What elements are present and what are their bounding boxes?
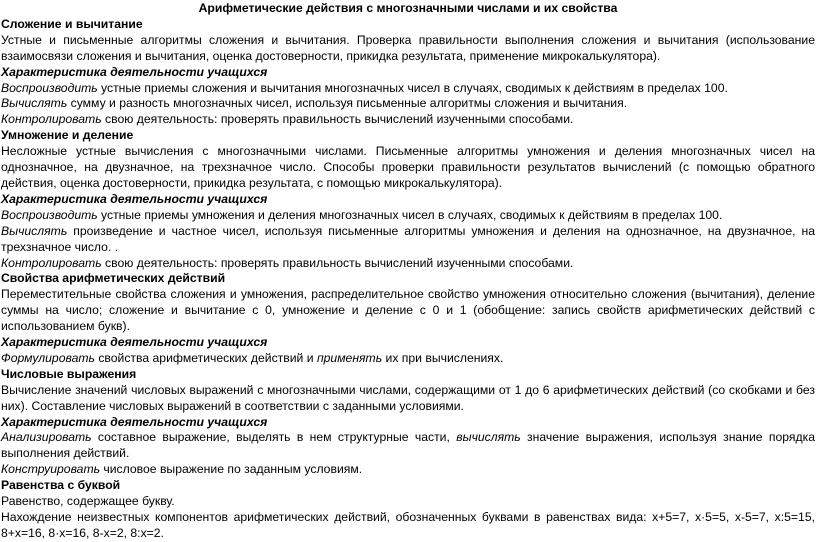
- activity-item: [1, 462, 815, 478]
- activity-text: свою деятельность: проверять правильность вычислений изученными способами.: [101, 255, 574, 270]
- activity-text: свойства арифметических действий и: [94, 350, 317, 365]
- activity-verb: Анализировать: [1, 430, 92, 445]
- activity-verb: Вычислять: [1, 96, 68, 111]
- activity-item: [1, 112, 815, 128]
- activity-text: сумму и разность многозначных чисел, используя письменные алгоритмы сложения и вычитания.: [67, 96, 628, 111]
- activity-text: устные приемы умножения и деления многозначных чисел в случаях, сводимых к действиям в пределах 100.: [97, 207, 723, 222]
- activity-verb: Воспроизводить: [1, 80, 98, 95]
- activity-text: составное выражение, выделять в нем структурные части,: [91, 430, 457, 445]
- activity-text: их при вычислениях.: [382, 350, 504, 365]
- activity-heading: Характеристика деятельности учащихся: [1, 191, 268, 206]
- section-desc-addition: Устные и письменные алгоритмы сложения и вычитания. Проверка правильности выполнения сложения и вычитания (использование взаимосвязи сложения и вычитания, оценка достоверности, прикидка результата, применение микрокалькулятора).: [1, 32, 815, 63]
- activity-heading: Характеристика деятельности учащихся: [1, 64, 268, 79]
- activity-item: [1, 224, 815, 256]
- section-heading-equalities: Равенства с буквой: [1, 478, 121, 493]
- activity-verb: Воспроизводить: [1, 207, 98, 222]
- activity-item: [1, 256, 815, 272]
- activity-verb: применять: [316, 350, 383, 365]
- section-heading-addition: Сложение и вычитание: [1, 16, 143, 31]
- section-line: Нахождение неизвестных компонентов арифметических действий, обозначенных буквами в равенствах вида: x+5=7, x·5=5, x-5=7, x:5=15, 8+x=16, 8·x=16, 8-x=2, 8:x=2.: [1, 510, 815, 540]
- activity-text: устные приемы сложения и вычитания многозначных чисел в случаях, сводимых к действиям в пределах 100.: [97, 80, 728, 95]
- document-title: Арифметические действия с многозначными числами и их свойства: [198, 1, 618, 15]
- section-heading-properties: Свойства арифметических действий: [1, 271, 226, 286]
- section-desc-properties: Переместительные свойства сложения и умножения, распределительное свойство умножения относительно сложения (вычитания), деление суммы на число; сложение и вычитание с 0, умножение и деление с 0 и 1 (обобщение: запись свойств арифметических действий с использованием букв).: [1, 287, 815, 334]
- section-desc-expressions: Вычисление значений числовых выражений с многозначными числами, содержащими от 1 до 6 арифметических действий (со скобками и без них). Составление числовых выражений в соответствии с заданными условиями.: [1, 382, 815, 413]
- section-heading-multiplication: Умножение и деление: [1, 128, 134, 143]
- activity-verb: Конструировать: [1, 462, 101, 477]
- activity-verb: вычислять: [456, 430, 521, 445]
- activity-text: произведение и частное чисел, используя письменные алгоритмы умножения и деления на однозначное, на двузначное, на трехзначное число. .: [1, 223, 815, 254]
- activity-verb: Формулировать: [1, 350, 95, 365]
- activity-item: [1, 351, 815, 367]
- activity-item: [1, 96, 815, 112]
- activity-text: числовое выражение по заданным условиям.: [100, 462, 363, 477]
- section-desc-multiplication: Несложные устные вычисления с многозначными числами. Письменные алгоритмы умножения и деления многозначных чисел на однозначное, на двузначное, на трехзначное число. Способы проверки правильности результатов вычислений (с помощью обратного действия, оценка достоверности, прикидка результата, с помощью микрокалькулятора).: [1, 144, 815, 190]
- activity-item: [1, 81, 815, 97]
- section-line: Равенство, содержащее букву.: [1, 494, 175, 509]
- activity-heading: Характеристика деятельности учащихся: [1, 335, 268, 350]
- activity-heading: Характеристика деятельности учащихся: [1, 414, 268, 429]
- activity-verb: Контролировать: [1, 112, 102, 127]
- activity-item: [1, 208, 815, 224]
- section-heading-expressions: Числовые выражения: [1, 366, 137, 381]
- activity-text: значение выражения, используя знание порядка выполнения действий.: [1, 430, 815, 461]
- activity-text: свою деятельность: проверять правильность вычислений изученными способами.: [101, 112, 574, 127]
- activity-item: [1, 430, 815, 462]
- activity-verb: Контролировать: [1, 255, 102, 270]
- activity-verb: Вычислять: [1, 223, 68, 238]
